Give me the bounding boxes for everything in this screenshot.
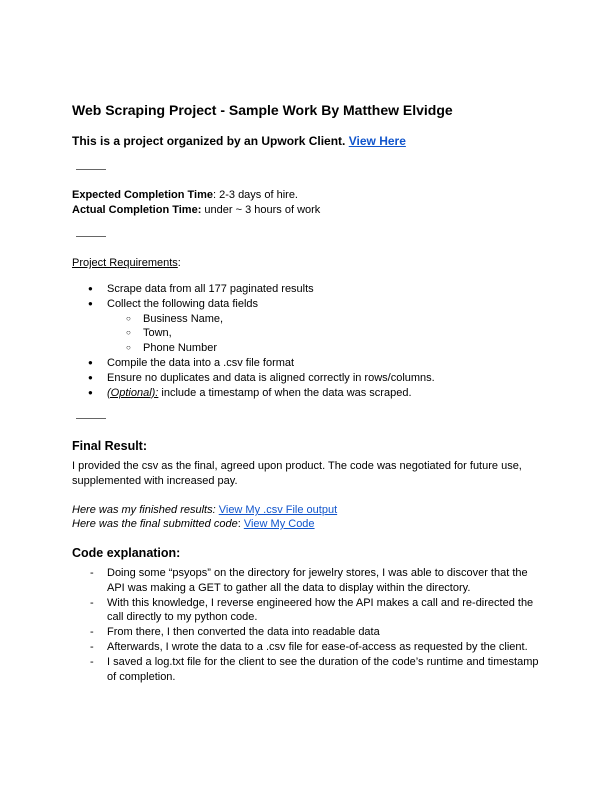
list-item: ○ Phone Number [72,341,435,356]
requirements-list [72,282,435,400]
code-line [72,517,315,532]
optional-label: (Optional): [107,386,159,399]
final-result-paragraph: I provided the csv as the final, agreed upon product. The code was negotiated for future use, supplemented with increased pay. [72,460,522,487]
results-label: Here was my finished results: [72,504,216,516]
list-item: - I saved a log.txt file for the client to see the duration of the code’s runtime and timestamp of completion. [72,655,542,685]
list-item: ○ Business Name, [72,312,435,327]
actual-completion-line [72,203,320,218]
list-item: ○ Town, [72,326,435,341]
code-colon: : [237,518,241,530]
csv-output-link[interactable]: View My .csv File output [218,504,338,516]
code-explanation-list [72,566,542,684]
expected-completion-label: Expected Completion Time [72,189,213,201]
final-result-heading: Final Result: [72,439,148,453]
requirements-heading-colon: : [177,257,181,269]
list-item: - Afterwards, I wrote the data to a .csv file for ease-of-access as requested by the client. [72,640,542,655]
results-line [72,503,337,518]
list-item: ● Scrape data from all 177 paginated results [72,282,435,297]
subtitle-text: This is a project organized by an Upwork Client. [72,134,346,148]
project-subtitle [72,134,406,148]
expected-completion-value: : 2-3 days of hire. [213,189,298,201]
requirements-heading [72,256,181,271]
actual-completion-label: Actual Completion Time: [72,204,202,216]
list-item: - With this knowledge, I reverse engineered how the API makes a call and re-directed the call directly to my python code. [72,596,542,626]
expected-completion-line [72,188,298,203]
code-explanation-heading: Code explanation: [72,546,181,560]
divider [76,236,106,237]
view-code-link[interactable]: View My Code [243,518,315,530]
list-item: - Doing some “psyops” on the directory for jewelry stores, I was able to discover that the API was making a GET to gather all the data to display within the directory. [72,566,542,596]
list-item [72,297,435,356]
data-fields-list [107,312,435,356]
optional-text: include a timestamp of when the data was scraped. [158,386,412,399]
list-item: - From there, I then converted the data into readable data [72,625,542,640]
list-item [72,386,435,401]
list-item-text: Collect the following data fields [107,297,259,310]
requirements-heading-text: Project Requirements [72,257,178,269]
list-item: ● Compile the data into a .csv file format [72,356,435,371]
actual-completion-value: under ~ 3 hours of work [201,204,321,216]
list-item: ● Ensure no duplicates and data is aligned correctly in rows/columns. [72,371,435,386]
view-here-link[interactable]: View Here [348,134,406,148]
divider [76,418,106,419]
divider [76,169,106,170]
page-title: Web Scraping Project - Sample Work By Matthew Elvidge [72,102,453,118]
code-label: Here was the final submitted code [72,518,238,530]
